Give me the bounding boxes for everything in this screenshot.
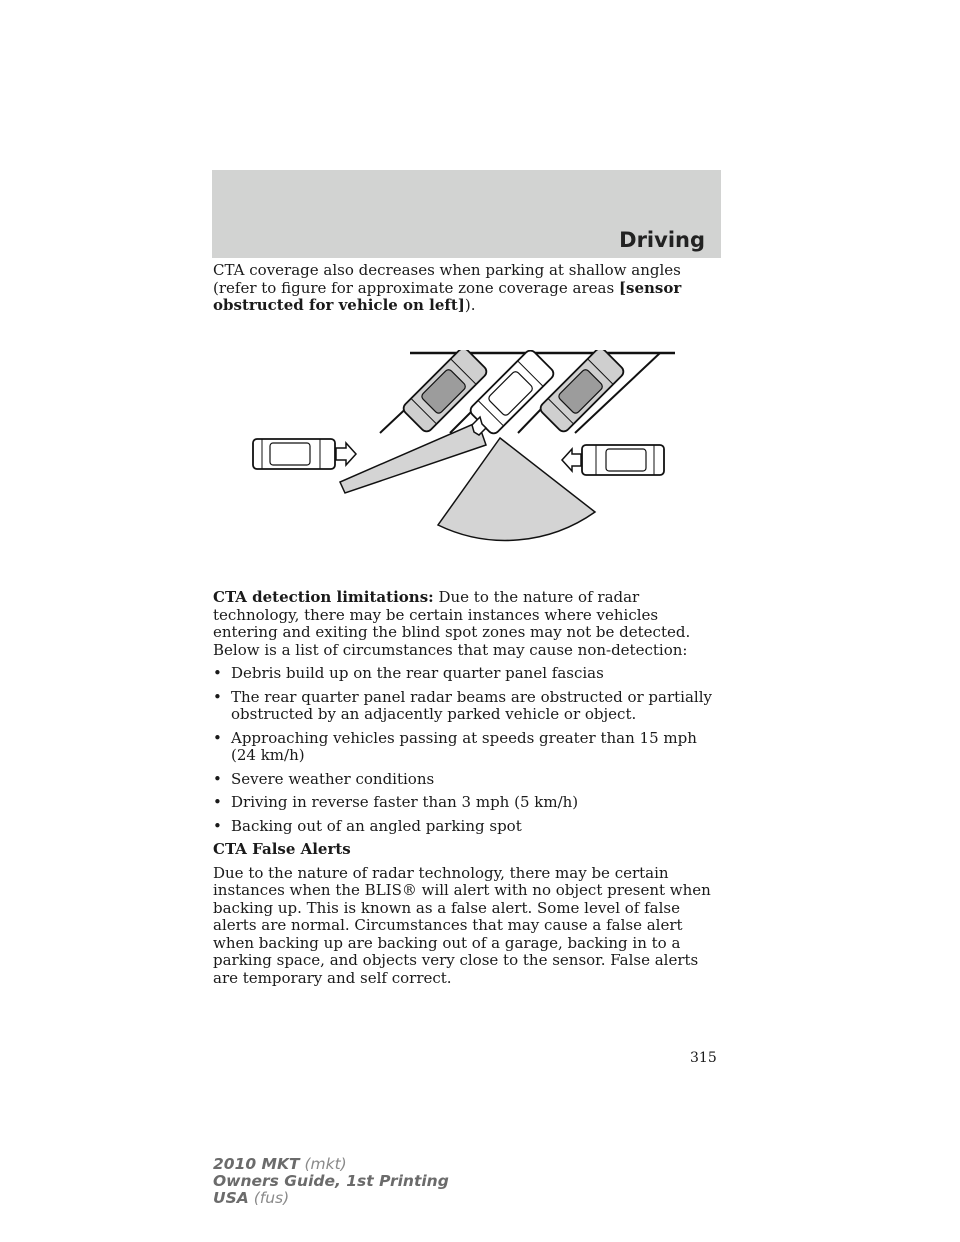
approaching-vehicle-right	[562, 445, 664, 475]
approaching-vehicle-left	[253, 439, 356, 469]
limitations-list	[213, 665, 725, 835]
list-item-text: The rear quarter panel radar beams are obstructed or partially obstructed by an adjacently parked vehicle or object.	[231, 687, 712, 723]
list-item-text: Backing out of an angled parking spot	[231, 816, 522, 835]
false-alerts-heading: CTA False Alerts	[213, 840, 351, 858]
intro-text-end: ).	[464, 296, 476, 314]
bullet: •	[213, 728, 222, 747]
print-footer	[213, 1156, 449, 1207]
bullet: •	[213, 769, 222, 788]
arrow-right-icon	[336, 443, 356, 465]
footer-region: USA	[213, 1189, 249, 1207]
list-item	[213, 689, 725, 724]
obstructed-sensor-zone	[340, 422, 486, 493]
limitations-paragraph	[213, 589, 725, 659]
intro-bold-text: [sensor obstructed for vehicle on left]	[213, 278, 682, 314]
list-item-text: Approaching vehicles passing at speeds greater than 15 mph (24 km/h)	[231, 728, 697, 764]
list-item-text: Driving in reverse faster than 3 mph (5 km/h)	[231, 793, 579, 811]
footer-region-code: (fus)	[253, 1189, 290, 1207]
footer-model-line	[213, 1156, 449, 1173]
footer-guide: Owners Guide, 1st Printing	[213, 1172, 449, 1190]
list-item-text: Severe weather conditions	[231, 769, 435, 788]
list-item	[213, 665, 725, 683]
arrow-left-icon	[562, 449, 581, 471]
footer-region-line	[213, 1190, 449, 1207]
page-number: 315	[690, 1050, 717, 1066]
limitations-heading: CTA detection limitations:	[213, 588, 434, 606]
list-item	[213, 794, 725, 812]
footer-model: 2010 MKT	[213, 1155, 300, 1173]
bullet: •	[213, 793, 222, 811]
list-item	[213, 818, 725, 836]
limitations-block	[213, 589, 725, 987]
cta-parking-diagram	[250, 350, 680, 555]
footer-model-code: (mkt)	[304, 1155, 347, 1173]
bullet: •	[213, 816, 222, 835]
false-alerts-paragraph: Due to the nature of radar technology, there may be certain instances when the BLIS® will alert with no object present when backing up. This is known as a false alert. Some level of false alerts are normal. Circumstances that may cause a false alert when backing up are backing out of a garage, backing in to a parking space, and objects very close to the sensor. False alerts are temporary and self correct.	[213, 863, 711, 987]
intro-paragraph	[213, 262, 725, 315]
intro-block	[213, 262, 725, 315]
list-item-text: Debris build up on the rear quarter panel fascias	[231, 664, 604, 682]
section-title: Driving	[619, 228, 705, 252]
list-item	[213, 771, 725, 789]
intro-text: CTA coverage also decreases when parking at shallow angles (refer to figure for approximate zone coverage areas	[213, 261, 681, 297]
list-item	[213, 730, 725, 765]
bullet: •	[213, 664, 222, 682]
bullet: •	[213, 687, 222, 706]
parked-vehicle-right	[538, 350, 626, 434]
header-band	[212, 170, 721, 258]
limitations-text: Due to the nature of radar technology, there may be certain instances where vehicles entering and exiting the blind spot zones may not be detected. Below is a list of circumstances that may cause non-detection:	[213, 588, 691, 659]
